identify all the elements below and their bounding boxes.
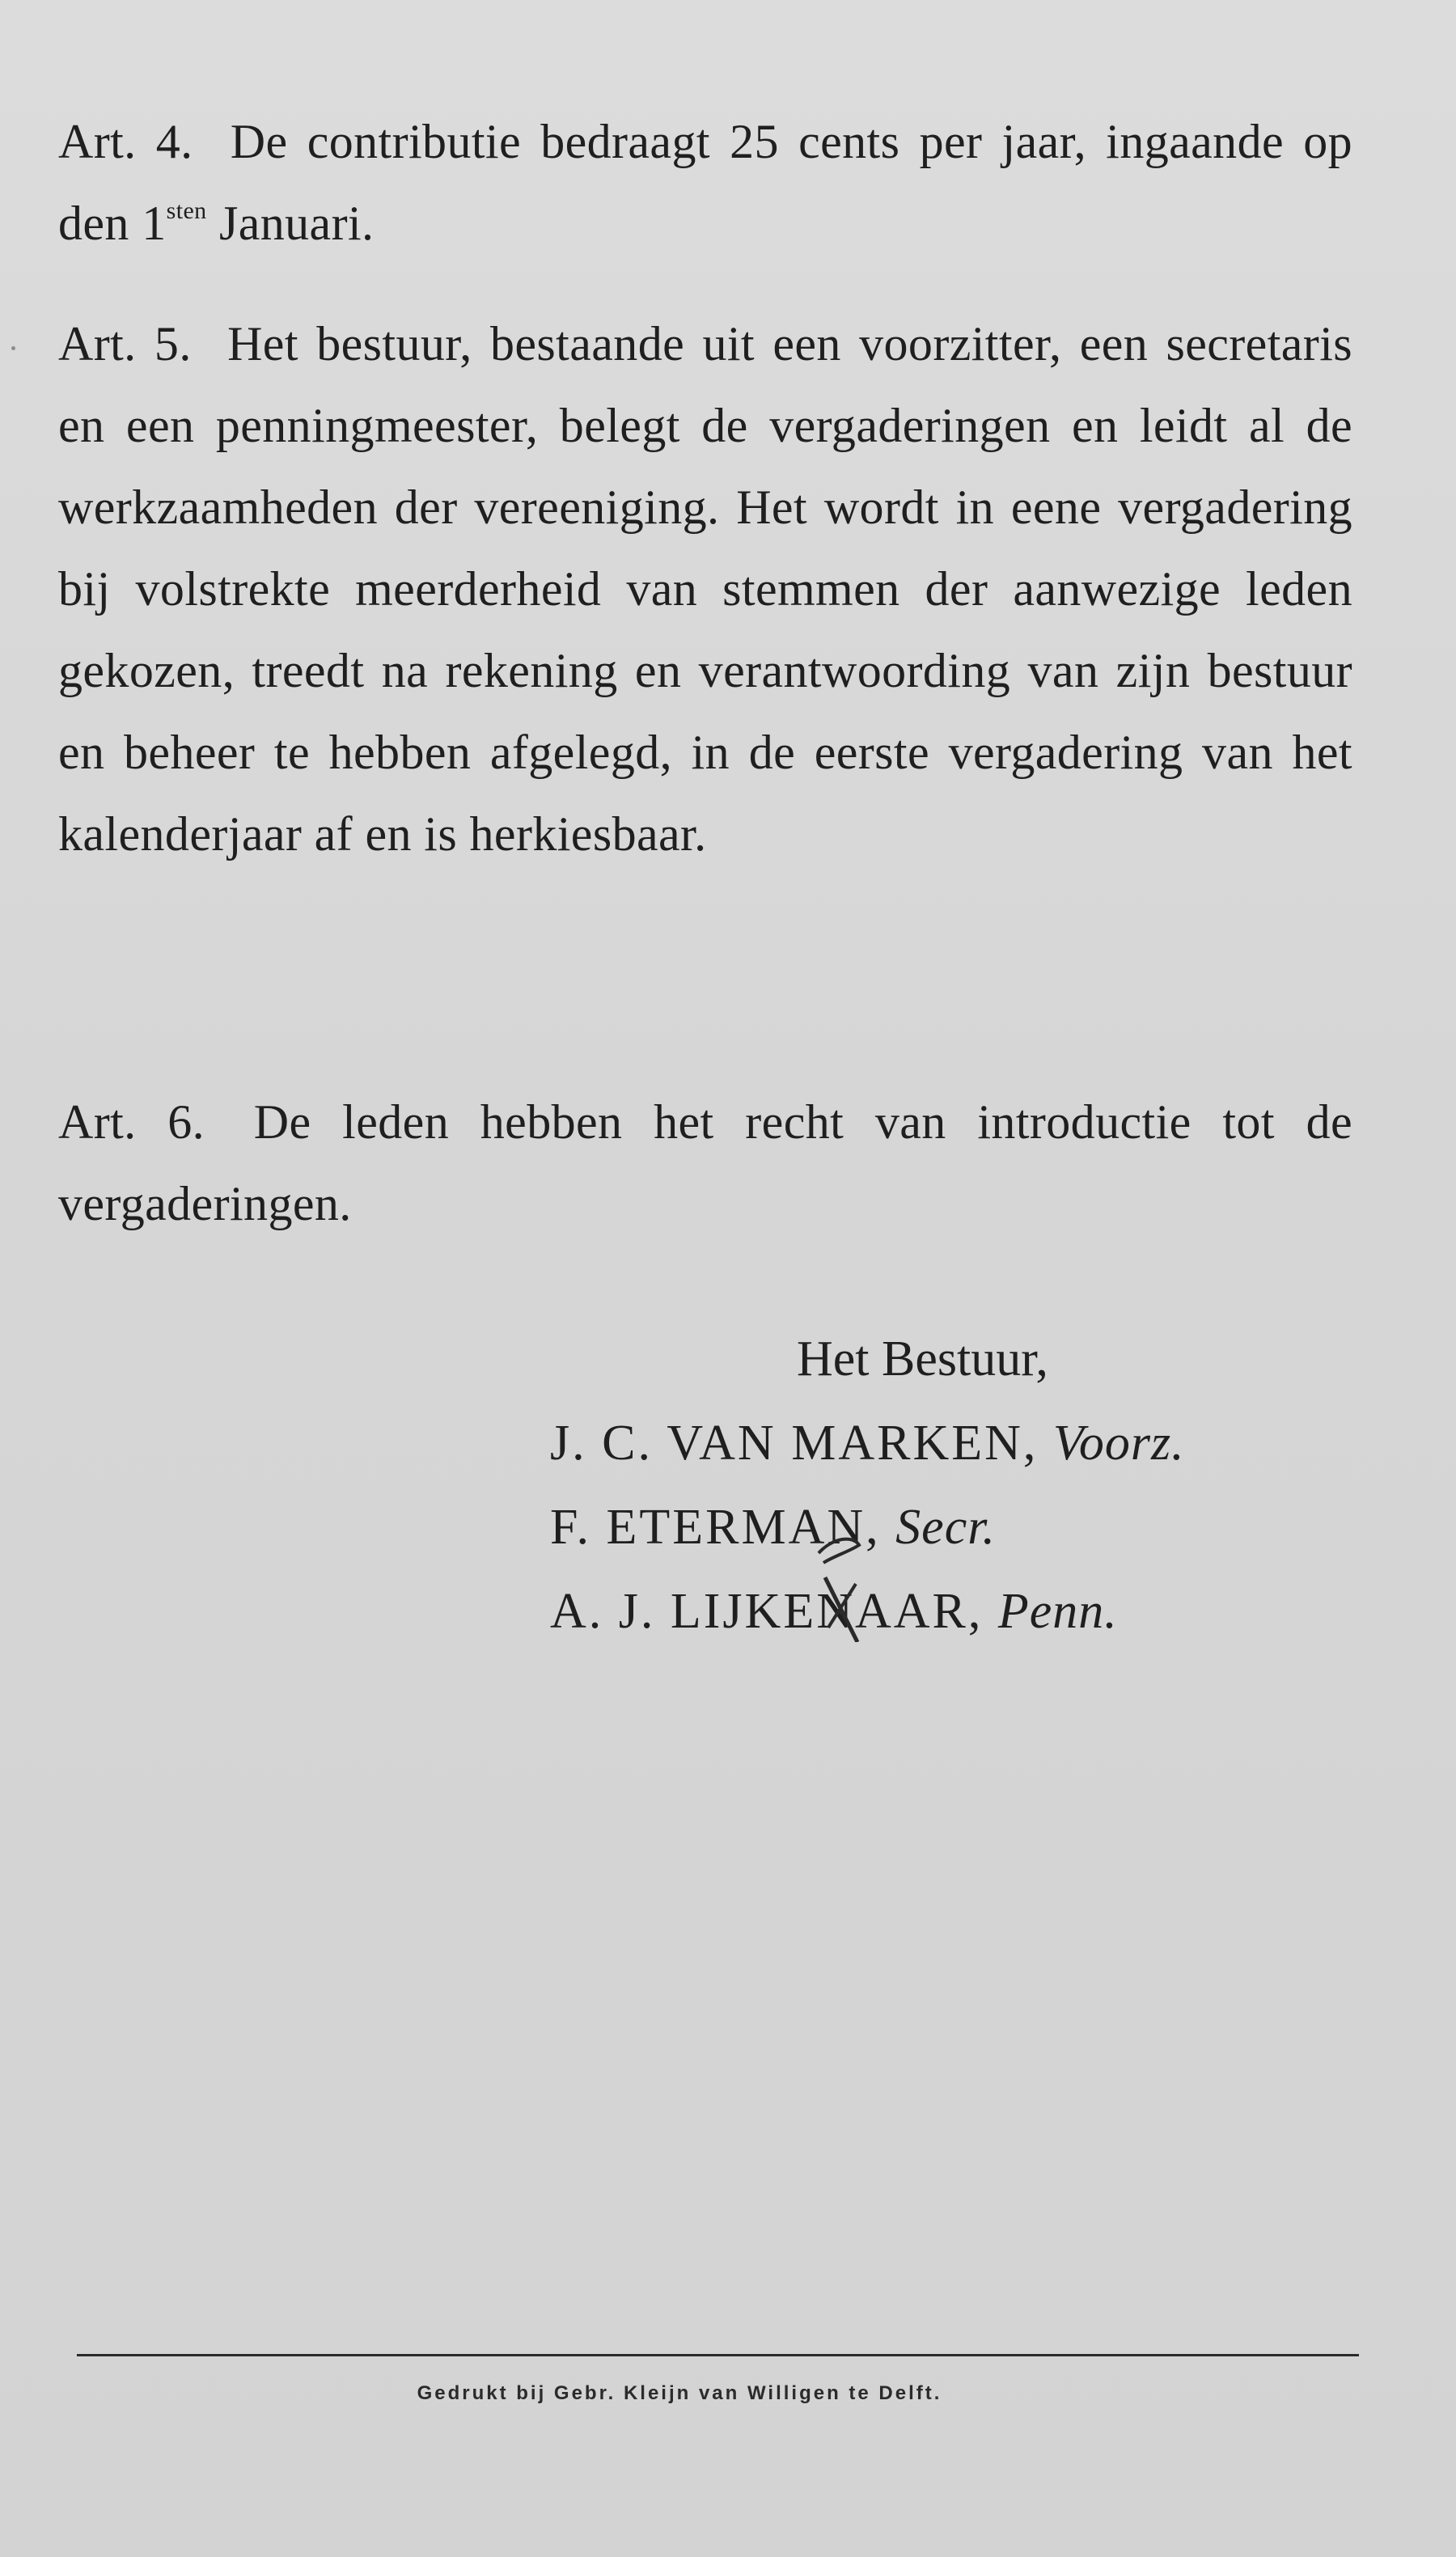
signatory-secretary xyxy=(550,1485,1399,1569)
article-4-text-end: Januari. xyxy=(206,197,375,250)
signatory-name: F. ETERMAN, xyxy=(550,1500,881,1555)
signatory-role: Secr. xyxy=(895,1500,996,1555)
article-4 xyxy=(58,101,1352,265)
footer-rule xyxy=(77,2354,1359,2356)
article-5-label: Art. 5. xyxy=(58,317,192,370)
board-heading: Het Bestuur, xyxy=(797,1331,1048,1386)
article-6-text: De leden hebben het recht van introductie tot de vergaderingen. xyxy=(58,1095,1352,1230)
signatory-chairman xyxy=(550,1401,1399,1485)
signature-block xyxy=(550,1317,1399,1653)
article-5 xyxy=(58,303,1352,875)
paper-speck xyxy=(11,346,15,350)
signatory-role: Voorz. xyxy=(1052,1416,1185,1471)
article-6 xyxy=(58,1082,1352,1245)
article-4-text-main: De contributie bedraagt 25 cents per jaar, ingaande op den 1 xyxy=(58,115,1352,250)
article-5-text: Het bestuur, bestaande uit een voorzitter, een secretaris en een penningmeester, belegt de vergaderingen en leidt al de werkzaamheden der vereeniging. Het wordt in eene vergadering bij volstrekte meerderheid van stemmen der aanwezige leden gekozen, treedt na rekening en verantwoording van zijn bestuur en beheer te hebben afgelegd, in de eerste vergadering van het kalenderjaar af en is herkiesbaar. xyxy=(58,317,1353,861)
signatory-treasurer xyxy=(550,1569,1399,1653)
article-6-label: Art. 6. xyxy=(58,1095,205,1149)
article-4-ordinal-suffix: sten xyxy=(166,197,207,224)
signatory-role: Penn. xyxy=(997,1584,1118,1639)
article-4-text xyxy=(58,115,1352,250)
article-4-label: Art. 4. xyxy=(58,115,193,168)
signatory-name: A. J. LIJKENAAR, xyxy=(550,1584,984,1639)
signatory-name: J. C. VAN MARKEN, xyxy=(550,1416,1039,1471)
printer-imprint: Gedrukt bij Gebr. Kleijn van Willigen te Delft. xyxy=(417,2382,942,2404)
